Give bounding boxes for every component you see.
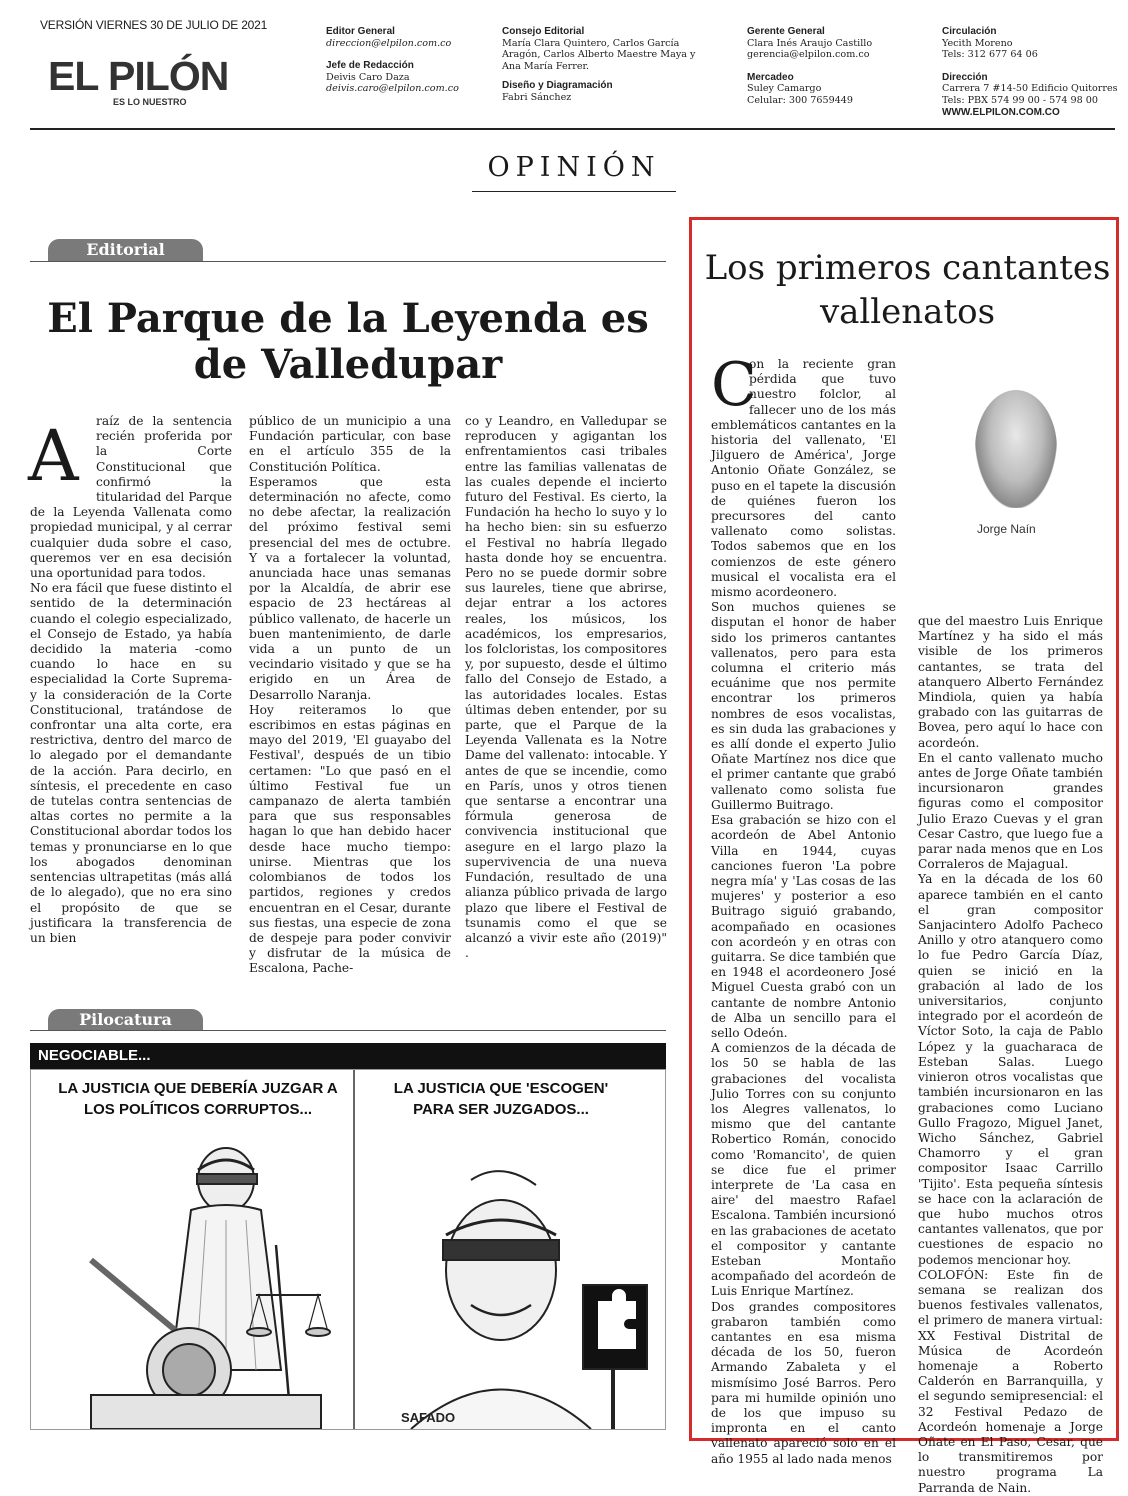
politician-figure: [411, 1171, 647, 1429]
editor-label: Editor General: [326, 26, 395, 37]
opinion-paragraph: COLOFÓN: Este fin de semana se realizan dos buenos festivales vallenatos, el primero de manera virtual: XX Festival Distrital de Música de Acordeón homenaje a Roberto Calderón en Barranquilla, y el segundo semipresencial: el 32 Festival Pedazo de Acordeón homenaje a Jorge Oñate en El Paso, Cesar, que lo transmitiremos por nuestro programa La Parranda de Nain.: [918, 1267, 1103, 1495]
editor-email: direccion@elpilon.com.co: [326, 37, 452, 49]
mercadeo-name: Suley Camargo: [747, 83, 822, 95]
gerente-name: Clara Inés Araujo Castillo: [747, 37, 873, 49]
editorial-paragraph: Hoy reiteramos lo que escribimos en estas páginas en mayo del 2019, 'El guayabo del Festival', después de un tibio certamen: "Lo que pasó en el último Festival fue un campanazo de alerta también para que sus responsables hagan lo que han debido hacer desde hace mucho tiempo: unirse. Mientras que los colombianos de todos los partidos, regiones y credos encuentran en el Cesar, durante sus fiestas, una especie de zona de despeje para poder convivir y disfrutar de la música de Escalona, Pache-: [249, 702, 451, 976]
editorial-paragraph: co y Leandro, en Valledupar se reproducen y agigantan los enfrentamientos casi tribales entre las familias vallenatas de las cuales depende el incierto futuro del Festival. Es cierto, la Fundación ha hecho lo suyo y lo ha hecho bien: sin su esfuerzo el Festival no habría llegado hasta donde hoy se encuentra. Pero no se puede dormir sobre sus laureles, tiene que abrirse, dejar entrar a los actores reales, los músicos, los académicos, los empresarios, los folcloristas, los compositores y, por supuesto, desde el último fallo del Consejo de Estado, a las autoridades locales. Estas últimas deben entender, por su parte, que el Parque de la Leyenda Vallenata es la Notre Dame del vallenato: intocable. Y antes de que se incendie, como en París, unos y otros tienen que sentarse a encontrar una fórmula generosa de convivencia institucional que asegure en el largo plazo la supervivencia de una nueva Fundación, resultado de una alianza público privada de largo plazo que libere el Festival de tsunamis como el que se alcanzó a vivir este año (2019)" .: [465, 414, 667, 961]
masthead-divider: [30, 128, 1115, 130]
editorial-drop-cap: A: [28, 415, 79, 497]
direccion-address: Carrera 7 #14-50 Edificio Quitorres: [942, 83, 1118, 95]
cartoon-caption-right: LA JUSTICIA QUE 'ESCOGEN' PARA SER JUZGADOS...: [393, 1080, 609, 1118]
consejo-names: María Clara Quintero, Carlos García Aragón, Carlos Alberto Maestre Maya y Ana María Ferrer.: [502, 37, 696, 72]
cartoon-caption-left: LA JUSTICIA QUE DEBERÍA JUZGAR A LOS POLÍTICOS CORRUPTOS...: [58, 1080, 338, 1118]
opinion-paragraph: Ya en la década de los 60 aparece también en el canto el gran compositor Sanjacintero Adolfo Pacheco Anillo y otro atanquero como lo fue Pedro García Díaz, quien se inició en la grabación al lado de los universitarios, conjunto integrado por el acordeón de Víctor Soto, la caja de Pablo López y la guacharaca de Esteban Salas. Luego vinieron otros vocalistas que también incursionaron en las grabaciones como Luciano Gullo Fragozo, Miguel Janet, Wicho Sánchez, Gabriel Chamorro y el gran compositor Isaac Carrillo 'Tijito'. Esta pequeña síntesis se hace con la aclaración de que hubo muchos otros cantantes vallenatos, que por cuestiones de espacio no podemos mencionar hoy.: [918, 872, 1103, 1267]
cartoon-drawing: [31, 1070, 665, 1429]
newspaper-logo: EL PILÓN: [48, 53, 229, 99]
edition-date: VERSIÓN VIERNES 30 DE JULIO DE 2021: [40, 18, 268, 32]
cartoon-title-band: NEGOCIABLE...: [30, 1043, 666, 1069]
editorial-tab: Editorial: [48, 239, 203, 261]
opinion-headline: Los primeros cantantes vallenatos: [704, 248, 1111, 332]
opinion-paragraph: Son muchos quienes se disputan el honor de haber sido los primeros cantantes vallenatos, pero para esta columna el criterio más ecuánime que nos permite encontrar los primeros nombres de esos vocalistas, es sin duda las grabaciones y es allí donde el experto Julio Oñate Martínez nos dice que el primer cantante que grabó vallenato como solista fue Guillermo Buitrago.: [711, 600, 896, 812]
opinion-paragraph: En el canto vallenato mucho antes de Jorge Oñate también incursionaron grandes figuras como el compositor Julio Erazo Cuevas y el gran Cesar Castro, que luego fue a parar nada menos que en Los Corraleros de Majagual.: [918, 750, 1103, 872]
pilocatura-tab: Pilocatura: [48, 1009, 203, 1031]
editorial-paragraph: No era fácil que fuese distinto el sentido de la determinación cuando el colegio especializado, el Consejo de Estado, ya había decidido la materia -como cuando lo hace en su especialidad la Corte Suprema- y la consideración de la Corte Constitucional, tratándose de confrontar una alta corte, era restrictiva, dentro del marco de lo alegado por el demandante de la acción. Para decirlo, en síntesis, el precedente en caso de tutelas contra sentencias de altas cortes no permite a la Constitucional abordar todos los temas y pronunciarse en lo que los abogados denominan sentencias ultrapetitas (más allá de lo alegado), que no era sino el propósito de que se justificara la transferencia de un bien: [30, 581, 232, 945]
newspaper-tagline: ES LO NUESTRO: [113, 97, 187, 107]
opinion-column-1: [711, 350, 896, 1467]
cartoon-panel: [30, 1069, 666, 1430]
opinion-paragraph: A comienzos de la década de los 50 se habla de las grabaciones del vocalista Julio Torres con su conjunto los Alegres vallenatos, lo mismo que del cantante Robertico Román, conocido como 'Romancito', de quien se dice fue el primer interprete de 'La casa en aire' del maestro Rafael Escalona. También incursionó en las grabaciones de acetato el compositor y cantante Esteban Montaño acompañado del acordeón de Luis Enrique Martínez.: [711, 1041, 896, 1299]
diseno-label: Diseño y Diagramación: [502, 80, 613, 92]
circulacion-label: Circulación: [942, 26, 997, 37]
masthead-editors: [326, 26, 486, 95]
author-photo: [975, 390, 1057, 508]
editorial-paragraph: público de un municipio a una Fundación particular, con base en el artículo 355 de la Constitución Política.: [249, 414, 451, 474]
editorial-column-3: [465, 414, 667, 961]
opinion-paragraph: on la reciente gran pérdida que tuvo nuestro folclor, al fallecer uno de los más emblemáticos cantantes en la historia del vallenato, 'El Jilguero de América', Jorge Antonio Oñate González, se puso en el tapete la discusión de quiénes fueron los precursores del canto vallenato como solistas. Todos sabemos que en los comienzos de este género musical el vocalista era el mismo acordeonero.: [711, 357, 896, 600]
masthead-circulacion: [942, 26, 1122, 118]
circulacion-tel: Tels: 312 677 64 06: [942, 49, 1038, 61]
redaccion-email: deivis.caro@elpilon.com.co: [326, 83, 459, 95]
section-title: OPINIÓN: [472, 152, 676, 192]
gerente-email: gerencia@elpilon.com.co: [747, 49, 870, 61]
consejo-label: Consejo Editorial: [502, 26, 585, 37]
circulacion-name: Yecith Moreno: [942, 37, 1013, 49]
pilocatura-rule: [30, 1030, 666, 1031]
editorial-paragraph: Esperamos que esta determinación no afecte, como no debe afectar, la realización del próximo festival semi presencial del mes de octubre. Y va a fortalecer la voluntad, anunciada hace unas semanas por la Alcaldía, de abrir ese espacio de 23 hectáreas al público vallenato, de hacerle un buen mantenimiento, de darle vida a un punto de un vecindario visitado y que se ha erigido en un Área de Desarrollo Naranja.: [249, 474, 451, 702]
direccion-label: Dirección: [942, 71, 988, 83]
opinion-paragraph: Dos grandes compositores grabaron también como cantantes en esa misma década de los 50, fueron Armando Zabaleta y el mismísimo José Barros. Pero para mi humilde opinión uno de los que impuso su impronta en el canto vallenato apareció solo en el año 1955 al lado nada menos: [711, 1299, 896, 1466]
redaccion-name: Deivis Caro Daza: [326, 71, 410, 83]
diseno-name: Fabri Sánchez: [502, 91, 572, 103]
editorial-column-1: [30, 414, 232, 946]
opinion-drop-cap: C: [711, 350, 757, 420]
redaccion-label: Jefe de Redacción: [326, 60, 414, 72]
editorial-paragraph: raíz de la sentencia recién proferida por la Corte Constitucional que confirmó la titularidad del Parque de la Leyenda Vallenata como propiedad municipal, y al cerrar cualquier duda sobre el caso, queremos ver en esa decisión una oportunidad para todos.: [30, 414, 232, 581]
direccion-tel: Tels: PBX 574 99 00 - 574 98 00: [942, 94, 1098, 106]
website-link[interactable]: WWW.ELPILON.COM.CO: [942, 106, 1060, 118]
opinion-paragraph: Esa grabación se hizo con el acordeón de Abel Antonio Villa en 1944, cuyas canciones fueron 'La pobre negra mía' y 'Las cosas de las mujeres' y posterior a eso Buitrago siguió grabando, acompañado en ocasiones con acordeón y en otras con guitarra. Se dice también que en 1948 el acordeonero José Miguel Cuesta grabó con un cantante de nombre Antonio de Alba un sencillo para el sello Odeón.: [711, 813, 896, 1040]
mercadeo-label: Mercadeo: [747, 71, 794, 83]
editorial-rule: [30, 261, 666, 262]
editorial-headline: El Parque de la Leyenda es de Valledupar: [47, 295, 649, 388]
masthead-gerencia: [747, 26, 917, 107]
author-name: Jorge Naín: [977, 522, 1036, 536]
opinion-column-2: [918, 614, 1103, 1496]
gerente-label: Gerente General: [747, 26, 825, 37]
editorial-column-2: [249, 414, 451, 977]
opinion-paragraph: que del maestro Luis Enrique Martínez y ha sido el más visible de los primeros cantantes, se trata del atanquero Alberto Fernández Mindiola, quien ya había grabado con las guitarras de Bovea, pero aquí lo hace con acordeón.: [918, 614, 1103, 750]
mercadeo-phone: Celular: 300 7659449: [747, 94, 854, 106]
cartoonist-signature: SAFADO: [401, 1410, 456, 1425]
masthead-consejo: [502, 26, 717, 104]
lady-justice-figure: [91, 1148, 330, 1429]
